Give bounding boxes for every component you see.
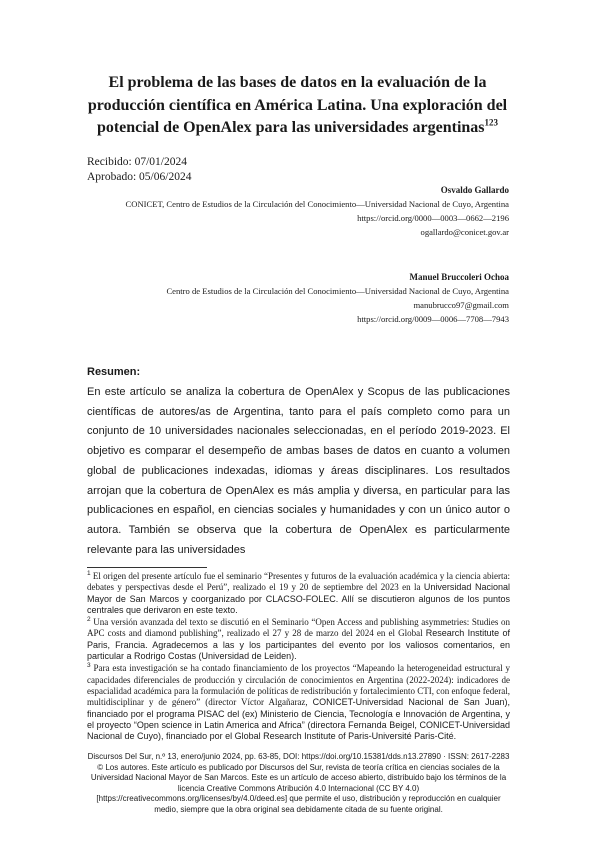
received-date: Recibido: 07/01/2024 xyxy=(87,156,187,168)
footnote-1 xyxy=(87,571,510,616)
footnote-text-sans: Universidad Nacional Mayor de San Marcos y coorganizado por CLACSO-FOLEC. Allí se discutieron algunos de los puntos centrales que derivaron en este texto. xyxy=(87,582,511,615)
author-orcid-link[interactable]: https://orcid.org/0009—0006—7708—7943 xyxy=(357,314,509,324)
footnote-text-sans: CONICET-Universidad Nacional de San Juan), financiado por el programa PISAC del (ex) Ministerio de Ciencia, Tecnología e Innovación de Argentina, y el proyecto “Open science in Latin America and Africa” (directora Fernanda Beigel, CONICET-Universidad Nacional de Cuyo), financiado por el Global Research Institute of Paris-Université Paris-Cité. xyxy=(87,697,511,742)
author-email-link[interactable]: ogallardo@conicet.gov.ar xyxy=(420,227,509,237)
author-email-link[interactable]: manubrucco97@gmail.com xyxy=(413,300,509,310)
footnote-2 xyxy=(87,617,510,662)
author-block-1 xyxy=(126,183,509,239)
footnotes xyxy=(87,571,510,743)
page-footer xyxy=(87,752,510,815)
author-name: Manuel Bruccoleri Ochoa xyxy=(409,272,509,282)
author-block-2 xyxy=(166,270,509,326)
footnote-mark: 1 xyxy=(87,570,91,577)
abstract-section xyxy=(87,366,510,560)
footnote-3 xyxy=(87,663,510,742)
author-affiliation: Centro de Estudios de la Circulación del Conocimiento—Universidad Nacional de Cuyo, Argentina xyxy=(166,286,509,296)
footnote-text-serif: Una versión avanzada del texto se discutió en el Seminario “Open Access and publishing asymmetries: Studies on APC costs and diamond publishing”, realizado el 27 y 28 de marzo del 2024 en el Global xyxy=(87,617,511,639)
footer-citation: Discursos Del Sur, n.º 13, enero/junio 2024, pp. 63-85, DOI: https://doi.org/10.15381/dds.n13.27890 · ISSN: 2617-2283 xyxy=(87,752,510,761)
footer-license: © Los autores. Este artículo es publicado por Discursos del Sur, revista de teoría crítica en ciencias sociales de la Universidad Nacional Mayor de San Marcos. Este es un artículo de acceso abierto, distribuido bajo los términos de la licencia Creative Commons Atribución 4.0 Internacional (CC BY 4.0) [https://creativecommons.org/licenses/by/4.0/deed.es] que permite el uso, distribución y reproducción en cualquier medio, siempre que la obra original sea debidamente citada de su fuente original. xyxy=(90,762,507,814)
article-title-text: El problema de las bases de datos en la evaluación de la producción científica en América Latina. Una exploración del potencial de OpenAlex para las universidades argentinas xyxy=(87,74,508,136)
author-orcid-link[interactable]: https://orcid.org/0000—0003—0662—2196 xyxy=(357,213,509,223)
abstract-text: En este artículo se analiza la cobertura de OpenAlex y Scopus de las publicaciones científicas de autores/as de Argentina, tanto para el país completo como para un conjunto de 10 universidades nacionales seleccionadas, en el período 2019-2023. El objetivo es comparar el desempeño de ambas bases de datos en cuanto a volumen global de publicaciones indexadas, idiomas y áreas disciplinares. Los resultados arrojan que la cobertura de OpenAlex es más amplia y diversa, en particular para las publicaciones en español, en ciencias sociales y humanidades y con un único autor o autora. También se observa que la cobertura de OpenAlex es particularmente relevante para las universidades xyxy=(87,386,510,556)
title-footnote-marks: 123 xyxy=(484,117,499,128)
footnote-divider xyxy=(87,567,207,568)
article-dates xyxy=(87,155,191,184)
author-affiliation: CONICET, Centro de Estudios de la Circulación del Conocimiento—Universidad Nacional de Cuyo, Argentina xyxy=(125,199,509,209)
approved-date: Aprobado: 05/06/2024 xyxy=(87,170,192,183)
footnote-mark: 2 xyxy=(87,616,91,624)
abstract-heading: Resumen: xyxy=(87,366,141,378)
footnote-text-serif: El origen del presente artículo fue el seminario “Presentes y futuros de la evaluación académica y la ciencia abierta: debates y perspectivas desde el Perú”, realizado el 19 y 20 de septiembre del 2023 en la xyxy=(87,571,511,593)
author-name: Osvaldo Gallardo xyxy=(440,185,509,195)
article-title xyxy=(70,72,525,140)
footnote-text-sans: Research Institute of Paris, Francia. Agradecemos a las y los participantes del evento por los valiosos comentarios, en particular a Rodrigo Costas (Universidad de Leiden). xyxy=(87,628,510,662)
footnote-text-serif: Para esta investigación se ha contado financiamiento de los proyectos “Mapeando la heterogeneidad estructural y capacidades diferenciales de producción y circulación de conocimientos en Argentina (2022-2024): indicadores de espacialidad académica para la formulación de políticas de redistribución y fortalecimiento CTI, con enfoque federal, multidisciplinar y de género” (director Víctor Algañaraz, xyxy=(87,663,510,708)
footnote-mark: 3 xyxy=(87,662,91,670)
